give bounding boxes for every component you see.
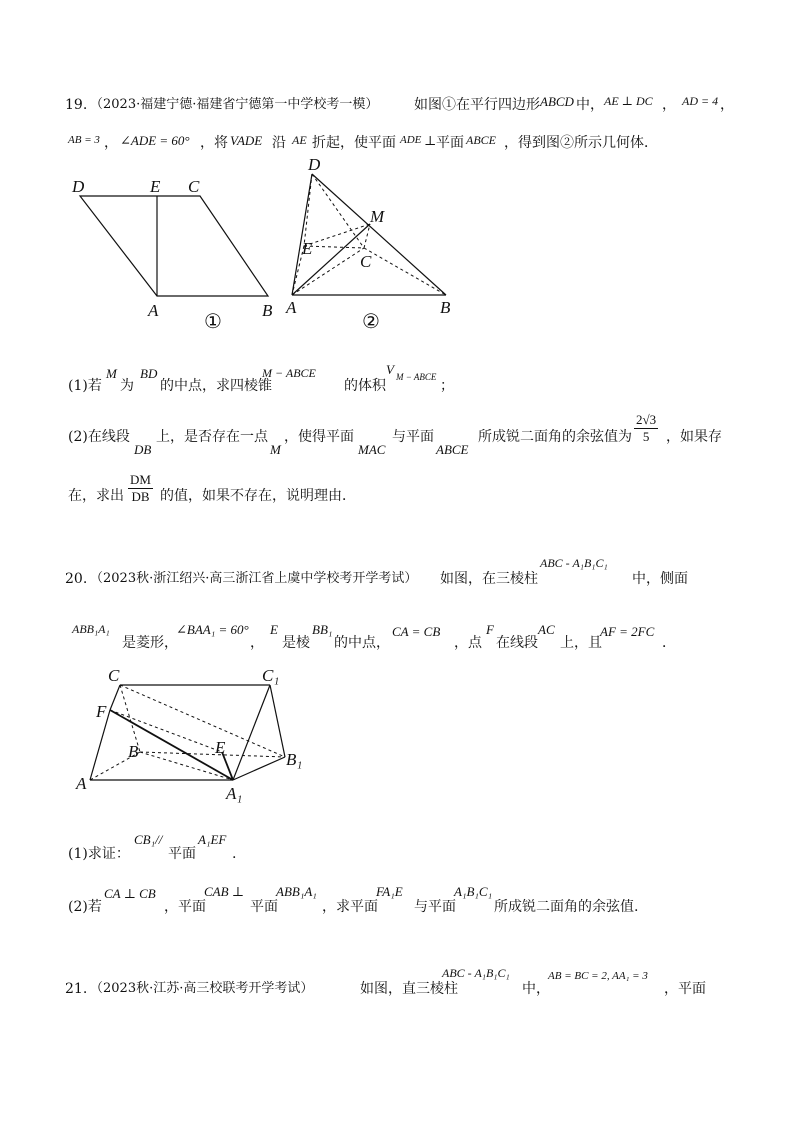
q20-s1-text: . xyxy=(232,846,237,862)
q19-text: 沿 xyxy=(272,135,286,151)
q20-rhombus: ABB₁A₁ xyxy=(72,622,110,636)
q19-s2-DB: DB xyxy=(134,442,152,457)
q20-s2-text: ，求平面 xyxy=(322,899,378,915)
q20-text: ． xyxy=(662,635,676,651)
q20-text: 在线段 xyxy=(496,635,538,651)
q21-number: 21. xyxy=(65,981,88,997)
segment-FE xyxy=(110,710,222,752)
q19-s1-M: M xyxy=(106,366,117,381)
q20-text: ， xyxy=(250,635,264,651)
q20-text: 是菱形， xyxy=(122,635,178,651)
edge-AM xyxy=(292,224,370,295)
q19-s2-M: M xyxy=(270,442,281,457)
label-E: E xyxy=(150,177,161,196)
q19-text: 中， xyxy=(576,97,604,113)
label-A1: A₁ xyxy=(226,784,243,803)
q19-figure-1 xyxy=(60,170,290,333)
fraction-denominator: DB xyxy=(131,489,150,504)
label-E: E xyxy=(215,738,226,757)
q20-AC: AC xyxy=(538,622,555,637)
q19-s2-MAC: MAC xyxy=(358,442,386,457)
q21-text: ，平面 xyxy=(664,981,706,997)
q19-s2-text: (2)在线段 xyxy=(68,429,130,445)
q19-number: 19. xyxy=(65,97,88,113)
q19-math-cond1: AE ⊥ DC xyxy=(604,94,653,108)
q19-s2-fraction xyxy=(634,412,658,445)
edge-CB xyxy=(364,248,446,295)
q19-text: ， xyxy=(104,135,118,151)
q19-text: ，得到图②所示几何体． xyxy=(504,135,658,151)
q20-s2-c1: CA ⊥ CB xyxy=(104,886,156,901)
q19-text: 平面 xyxy=(436,135,464,151)
q19-figure-2 xyxy=(280,150,480,333)
label-B: B xyxy=(262,301,273,320)
edge-DA xyxy=(292,174,312,295)
q21-source: （2023秋·江苏·高三校联考开学考试） xyxy=(90,981,314,996)
q19-s1-pyramid: M − ABCE xyxy=(262,366,316,380)
q19-math-cond2: AD = 4 xyxy=(682,94,719,108)
label-D: D xyxy=(308,155,321,174)
q21-cond: AB = BC = 2, AA₁ = 3 xyxy=(548,970,648,982)
fraction-denominator: 5 xyxy=(642,429,650,444)
edge-CB1 xyxy=(120,685,285,757)
q21-prism: ABC - A₁B₁C₁ xyxy=(442,966,510,980)
q20-text: 如图，在三棱柱 xyxy=(440,571,538,587)
q19-text: 如图①在平行四边形 xyxy=(414,97,540,113)
figure-label-2: ② xyxy=(362,311,380,333)
label-B: B xyxy=(440,298,451,317)
label-A: A xyxy=(286,298,297,317)
q19-text: 折起，使平面 xyxy=(312,135,396,151)
q19-s1-V: V xyxy=(386,362,394,377)
q19-s1-BD: BD xyxy=(140,366,158,381)
label-C: C xyxy=(360,252,372,271)
q20-s1-cb: CB₁// xyxy=(134,832,163,847)
q20-E: E xyxy=(270,622,278,637)
q20-s1-text: (1)求证： xyxy=(68,846,130,862)
q19-s2-text: 上，是否存在一点 xyxy=(156,429,268,445)
label-F: F xyxy=(96,702,107,721)
q19-text: ，将 xyxy=(200,135,228,151)
q19-s2-ABCE: ABCE xyxy=(436,442,469,457)
edge-DB xyxy=(312,174,446,295)
q20-s2-text: 与平面 xyxy=(414,899,456,915)
q20-s2-text: 平面 xyxy=(250,899,278,915)
q19-math-perp: ⊥ xyxy=(424,133,437,148)
label-M: M xyxy=(370,207,385,226)
q20-s2-text: 所成锐二面角的余弦值. xyxy=(494,899,639,915)
q19-s1-text: (1)若 xyxy=(68,378,102,394)
fraction-numerator: 2√3 xyxy=(636,412,657,427)
q20-text: 上，且 xyxy=(560,635,602,651)
edge-CM xyxy=(364,224,370,248)
q19-s2-text: ，如果存 xyxy=(666,429,722,445)
q19-text: ， xyxy=(662,97,676,113)
q19-math-ABCE: ABCE xyxy=(466,133,496,147)
q19-s1-V-sub: M − ABCE xyxy=(396,372,437,382)
q19-s2-text: 与平面 xyxy=(392,429,434,445)
q20-s2-text: (2)若 xyxy=(68,899,102,915)
q20-s2-abb: ABB₁A₁ xyxy=(276,884,317,899)
label-B1: B₁ xyxy=(286,750,303,769)
q19-math-ADE: ADE xyxy=(400,134,422,146)
q20-eq: CA = CB xyxy=(392,624,441,639)
label-E: E xyxy=(302,239,313,258)
label-A: A xyxy=(76,774,87,793)
q21-text: 中， xyxy=(522,981,550,997)
label-C1: C₁ xyxy=(262,666,280,685)
q20-s1-plane: A₁EF xyxy=(198,832,227,847)
q20-s2-cab: CAB ⊥ xyxy=(204,884,245,899)
edge-EC xyxy=(304,246,364,248)
q20-figure xyxy=(70,665,330,805)
q20-s1-text: 平面 xyxy=(168,846,196,862)
q19-math-cond3: AB = 3 xyxy=(68,134,100,146)
fraction-numerator: DM xyxy=(130,472,151,487)
label-D: D xyxy=(72,177,85,196)
q19-math-tri: VADE xyxy=(230,133,263,148)
edge-CF xyxy=(110,685,120,710)
q20-text: ，点 xyxy=(454,635,482,651)
q20-prism: ABC - A₁B₁C₁ xyxy=(540,556,608,570)
edge-BB1 xyxy=(140,752,285,757)
q20-number: 20. xyxy=(65,571,88,587)
label-C: C xyxy=(188,177,200,196)
q19-source: （2023·福建宁德·福建省宁德第一中学校考一模） xyxy=(90,97,379,112)
q20-F: F xyxy=(486,622,494,637)
q19-math-AE: AE xyxy=(292,133,307,147)
edge-EM xyxy=(304,224,370,246)
q19-math-ABCD: ABCD xyxy=(540,94,574,109)
q19-s2-text: 在，求出 xyxy=(68,488,124,504)
label-C: C xyxy=(108,666,120,685)
q19-text: ， xyxy=(720,97,734,113)
q20-s2-abc: A₁B₁C₁ xyxy=(454,884,493,899)
label-A: A xyxy=(148,301,159,320)
q20-source: （2023秋·浙江绍兴·高三浙江省上虞中学校考开学考试） xyxy=(90,571,418,586)
q19-s2-text: 所成锐二面角的余弦值为 xyxy=(478,429,632,445)
q19-s1-text: ； xyxy=(440,378,454,394)
q20-s2-fa: FA₁E xyxy=(376,884,403,899)
q19-math-cond4: ∠ADE = 60° xyxy=(120,133,190,148)
q20-text: 中，侧面 xyxy=(632,571,688,587)
q20-BB1: BB₁ xyxy=(312,622,333,637)
q20-angle: ∠BAA₁ = 60° xyxy=(176,622,249,637)
q20-s2-text: ，平面 xyxy=(164,899,206,915)
parallelogram-shape xyxy=(80,196,268,296)
q19-s1-text: 的中点，求四棱锥 xyxy=(160,378,272,394)
q21-text: 如图，直三棱柱 xyxy=(360,981,458,997)
q19-s2-text: 的值，如果不存在，说明理由． xyxy=(160,488,356,504)
edge-C1B1 xyxy=(270,685,285,757)
q19-s1-text: 的体积 xyxy=(344,378,386,394)
figure-label-1: ① xyxy=(204,311,222,333)
q19-s2-text: ，使得平面 xyxy=(284,429,354,445)
q19-s1-text: 为 xyxy=(120,378,134,394)
label-B: B xyxy=(128,742,139,761)
q20-text: 是棱 xyxy=(282,635,310,651)
q20-af: AF = 2FC xyxy=(600,624,655,639)
q20-text: 的中点， xyxy=(334,635,390,651)
q19-s2-ratio xyxy=(128,472,153,505)
